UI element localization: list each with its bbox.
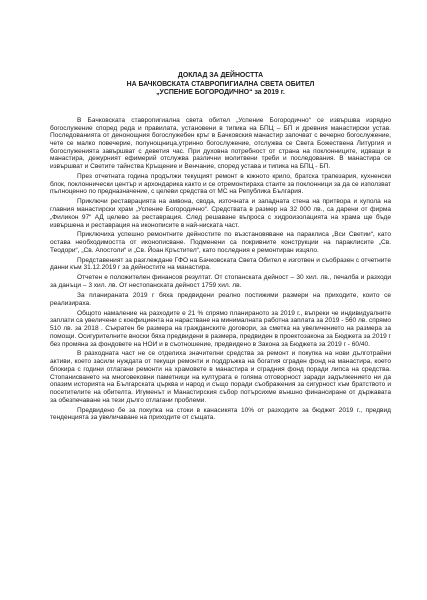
paragraph-financial-result: Отчетен е положителен финансов резултат. От стопанската дейност – 30 хил. лв., печалба и разходи за данъци – 3 хил. лв. От нестопанската дейност 1759 хил. лв. (50, 274, 391, 290)
paragraph-annual-report: Представеният за разглеждане ГФО на Бачковската Света Обител е изготвен и съобразен с отчетните данни към 31.12.2019 г за дейностите на манастира. (50, 256, 391, 272)
paragraph-repairs: През отчетната година продължи текущият ремонт в южното крило, братска трапезария, кухненски блок, поклоннически център и архондарика както и се отремонтираха стаите за поклонници за да се използват пълноценно по предназначение, с целеви средства от МС на Република България. (50, 173, 391, 196)
paragraph-liturgy: В Бачковската ставропигиална света обител „Успение Богородично“ се извършва изрядно богослужение според реда и правилата, установени в типика на БПЦ – БП и древния манастирски устав. Последованията от денонощния богослужебен кръг в Бачковския манастир започват с вечерно богослужение, чете се малко повечерие, полунощница,утринно богослужение, отслужва се Света Божествена Литургия и богослуженията завършват с деветия час. При духовна потребност от страна на поклонниците, идващи в манастира, дежурният ефимерий отслужва различни молитвени треби и последования. В манастира се извършват и Светите тайнства Кръщение и Венчание, според уставa и типика на БПЦ - БП. (50, 116, 391, 171)
paragraph-chapels: Приключиха успешно ремонтните дейностите по възстановяване на параклиса „Вси Светии“, като остава необходимостта от иконописване. Подменени са покривните конструкции на параклисите „Св. Теодори“, „Св. Апостоли“ и „Св. Йоан Кръстител“, като последния е ремонтиран изцяло. (50, 231, 391, 254)
paragraph-maintenance: В разходната част не се отделиха значителни средства за ремонт и покупка на нови дълготрайни активи, което засили нуждата от текущи ремонти и поддръжка на богатия сграден фонд на манастира, което блокира с години отлагани ремонти на храмовете в манастира и сградния фонд поради липса на средства. Стопанисването на многовековни паметници на културата е голяма отговорност заради задължението ни да опазим историята на Българската църква и народ и също поради съображения за сигурност към братството и посетителите на обителта. Игуменът и Манастирския събор потърсихме външно финансиране от държавата за обезпечаване на тези дълго отлагани проблеми. (50, 350, 391, 404)
title-line-1: ДОКЛАД ЗА ДЕЙНОСТТА (177, 72, 264, 79)
title-line-2: НА БАЧКОВСКАТА СТАВРОПИГИАЛНА СВЕТА ОБИТЕЛ (126, 80, 315, 88)
title-line-3: „УСПЕНИЕ БОГОРОДИЧНО“ за 2019 г. (156, 89, 285, 97)
paragraph-goods: Предвидено бе за покупка на стоки в канасикята 10% от разходите за бюджет 2019 г., предвид тенденцията за увеличаване на приходите от същата. (50, 406, 391, 422)
paragraph-restoration: Приключи реставрацията на амвона, сводa, източната и западната стена на притвора и купола на главния манастирски храм „Успение Богородично“. Средствата в размер на 32 000 лв., са дарени от фирма „Филикон 97“ АД целево за реставрация. След решаване въпроса с хидроизолацията на храма ще бъде извършена и реставрация на иконописите в най-ниската част. (50, 198, 391, 229)
report-body (50, 117, 391, 422)
paragraph-expenses: Общото намаление на разходите е 21 % спрямо планираното за 2019 г., въпреки че индивидуалните заплати са увеличени с коефициента на нарастване на минималната работна заплата за 2019 - 560 лв. спрямо 510 лв. за 2018 . Съкратен бе размера на гражданските договори, за сметка на увеличението на размера за помощи. Осигурителните вноски бяха предвидени в размера, предвиден в проектозакона за Бюджета за 2019 г без промяна за фондовете на НОИ и в съотношение, предвидено в Закона за Бюджета за 2019 г - 60/40. (50, 309, 391, 348)
paragraph-planned-revenue: За планираната 2019 г бяха предвидени реално постижими размери на приходите, които се реализираха. (50, 292, 391, 307)
report-title (50, 72, 391, 98)
